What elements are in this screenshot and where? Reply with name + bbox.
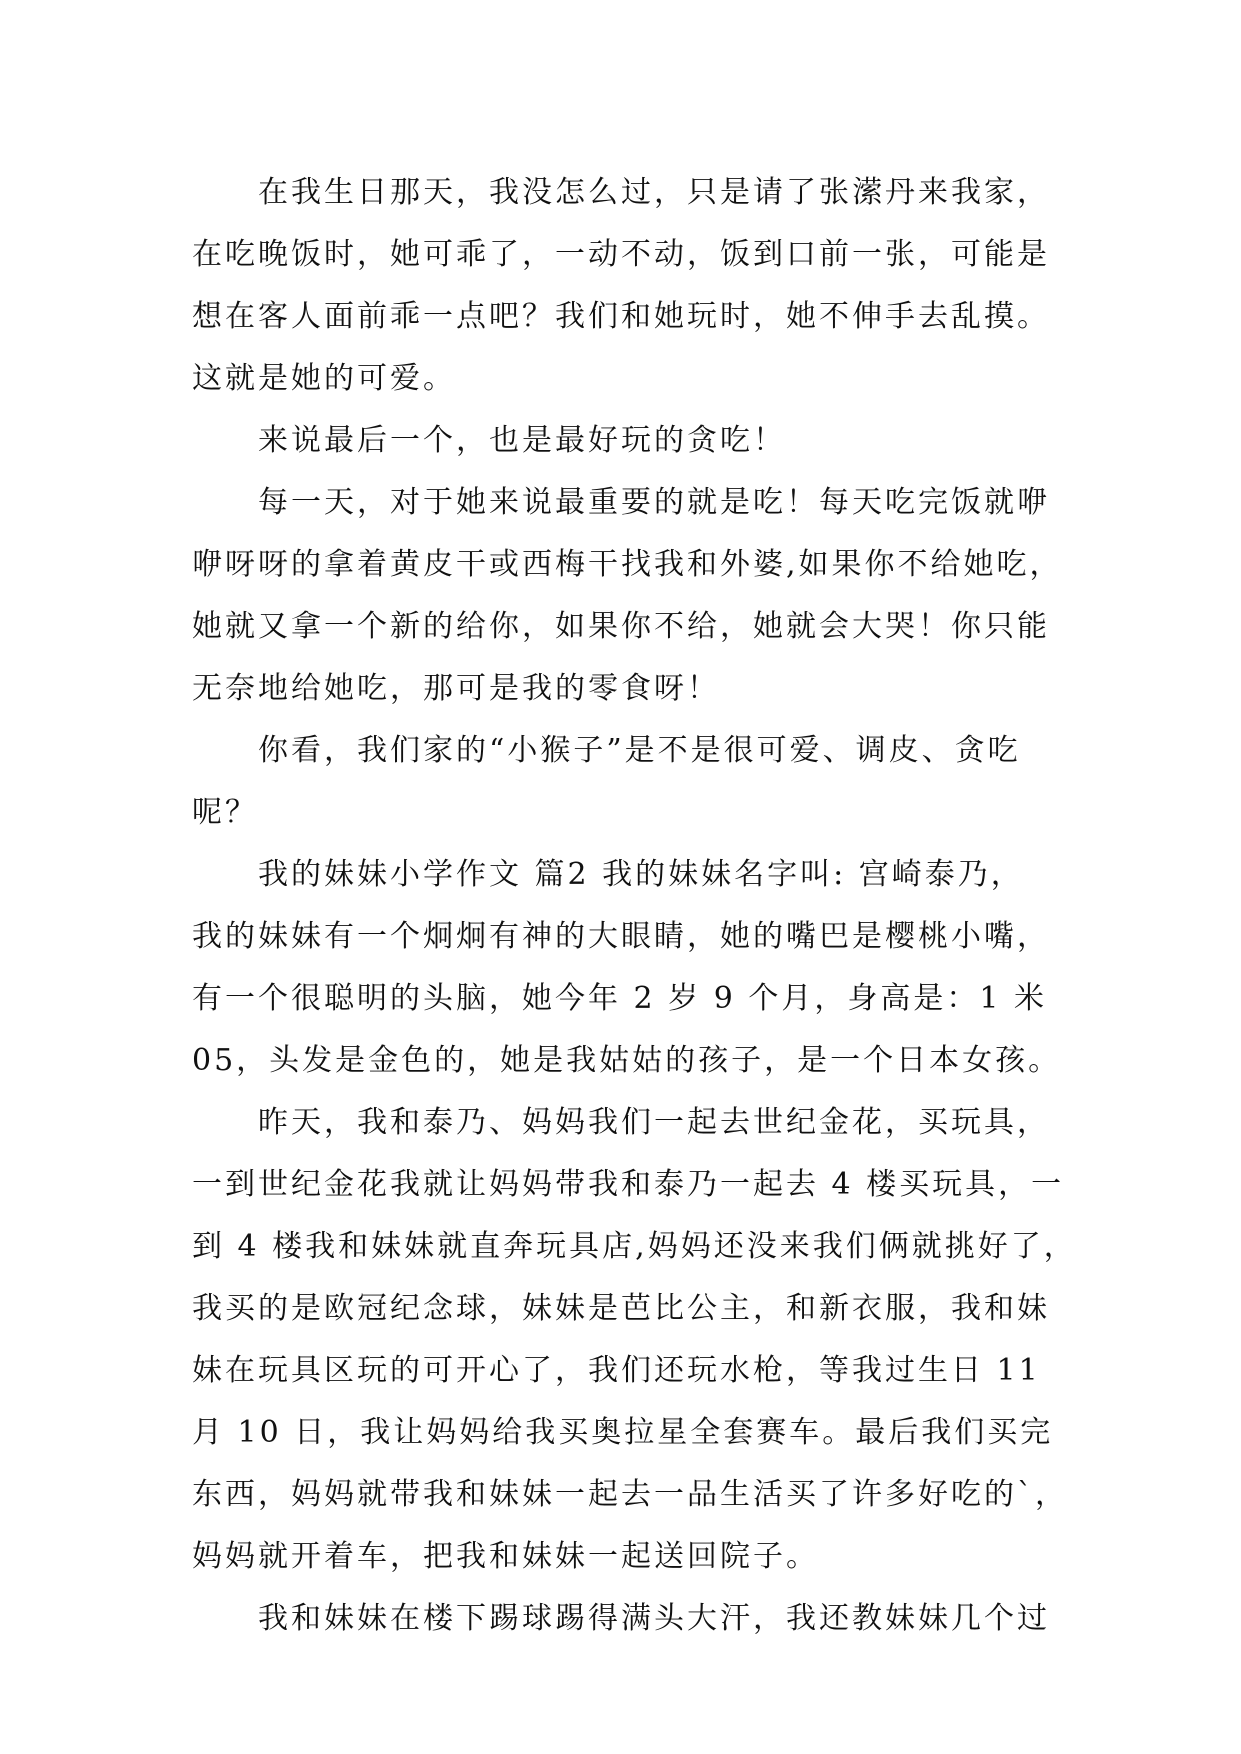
text-line: 来说最后一个，也是最好玩的贪吃！: [258, 423, 786, 458]
text-line: 月 10 日，我让妈妈给我买奥拉星全套赛车。最后我们买完: [192, 1415, 1054, 1450]
text-line: 呢？: [192, 795, 258, 830]
text-line: 每一天，对于她来说最重要的就是吃！每天吃完饭就咿: [258, 485, 1050, 520]
text-line: 妈妈就开着车，把我和妹妹一起送回院子。: [192, 1539, 819, 1574]
text-line: 昨天，我和泰乃、妈妈我们一起去世纪金花，买玩具，: [258, 1105, 1050, 1140]
text-line: 想在客人面前乖一点吧？我们和她玩时，她不伸手去乱摸。: [192, 299, 1050, 334]
section-heading-line: 我的妹妹小学作文 篇2 我的妹妹名字叫: 宫崎泰乃，: [258, 857, 1024, 892]
text-line: 在吃晚饭时，她可乖了，一动不动，饭到口前一张，可能是: [192, 237, 1050, 272]
text-line: 无奈地给她吃，那可是我的零食呀！: [192, 671, 720, 706]
text-line: 到 4 楼我和妹妹就直奔玩具店,妈妈还没来我们俩就挑好了，: [192, 1229, 1077, 1264]
text-line: 我的妹妹有一个炯炯有神的大眼睛，她的嘴巴是樱桃小嘴，: [192, 919, 1050, 954]
essay-body: [192, 162, 1077, 1650]
text-line: 我买的是欧冠纪念球，妹妹是芭比公主，和新衣服，我和妹: [192, 1291, 1050, 1326]
text-line: 有一个很聪明的头脑，她今年 2 岁 9 个月，身高是：1 米: [192, 981, 1047, 1016]
text-line: 在我生日那天，我没怎么过，只是请了张潆丹来我家，: [258, 175, 1050, 210]
text-line: 这就是她的可爱。: [192, 361, 456, 396]
text-line: 05，头发是金色的，她是我姑姑的孩子，是一个日本女孩。: [192, 1043, 1062, 1078]
text-line: 咿呀呀的拿着黄皮干或西梅干找我和外婆,如果你不给她吃，: [192, 547, 1063, 582]
text-line: 一到世纪金花我就让妈妈带我和泰乃一起去 4 楼买玩具，一: [192, 1167, 1065, 1202]
text-line: 东西，妈妈就带我和妹妹一起去一品生活买了许多好吃的`，: [192, 1477, 1068, 1512]
text-line: 你看，我们家的“小猴子”是不是很可爱、调皮、贪吃: [258, 733, 1021, 768]
text-line: 我和妹妹在楼下踢球踢得满头大汗，我还教妹妹几个过: [258, 1601, 1050, 1636]
text-line: 她就又拿一个新的给你，如果你不给，她就会大哭！你只能: [192, 609, 1050, 644]
text-line: 妹在玩具区玩的可开心了，我们还玩水枪，等我过生日 11: [192, 1353, 1041, 1388]
